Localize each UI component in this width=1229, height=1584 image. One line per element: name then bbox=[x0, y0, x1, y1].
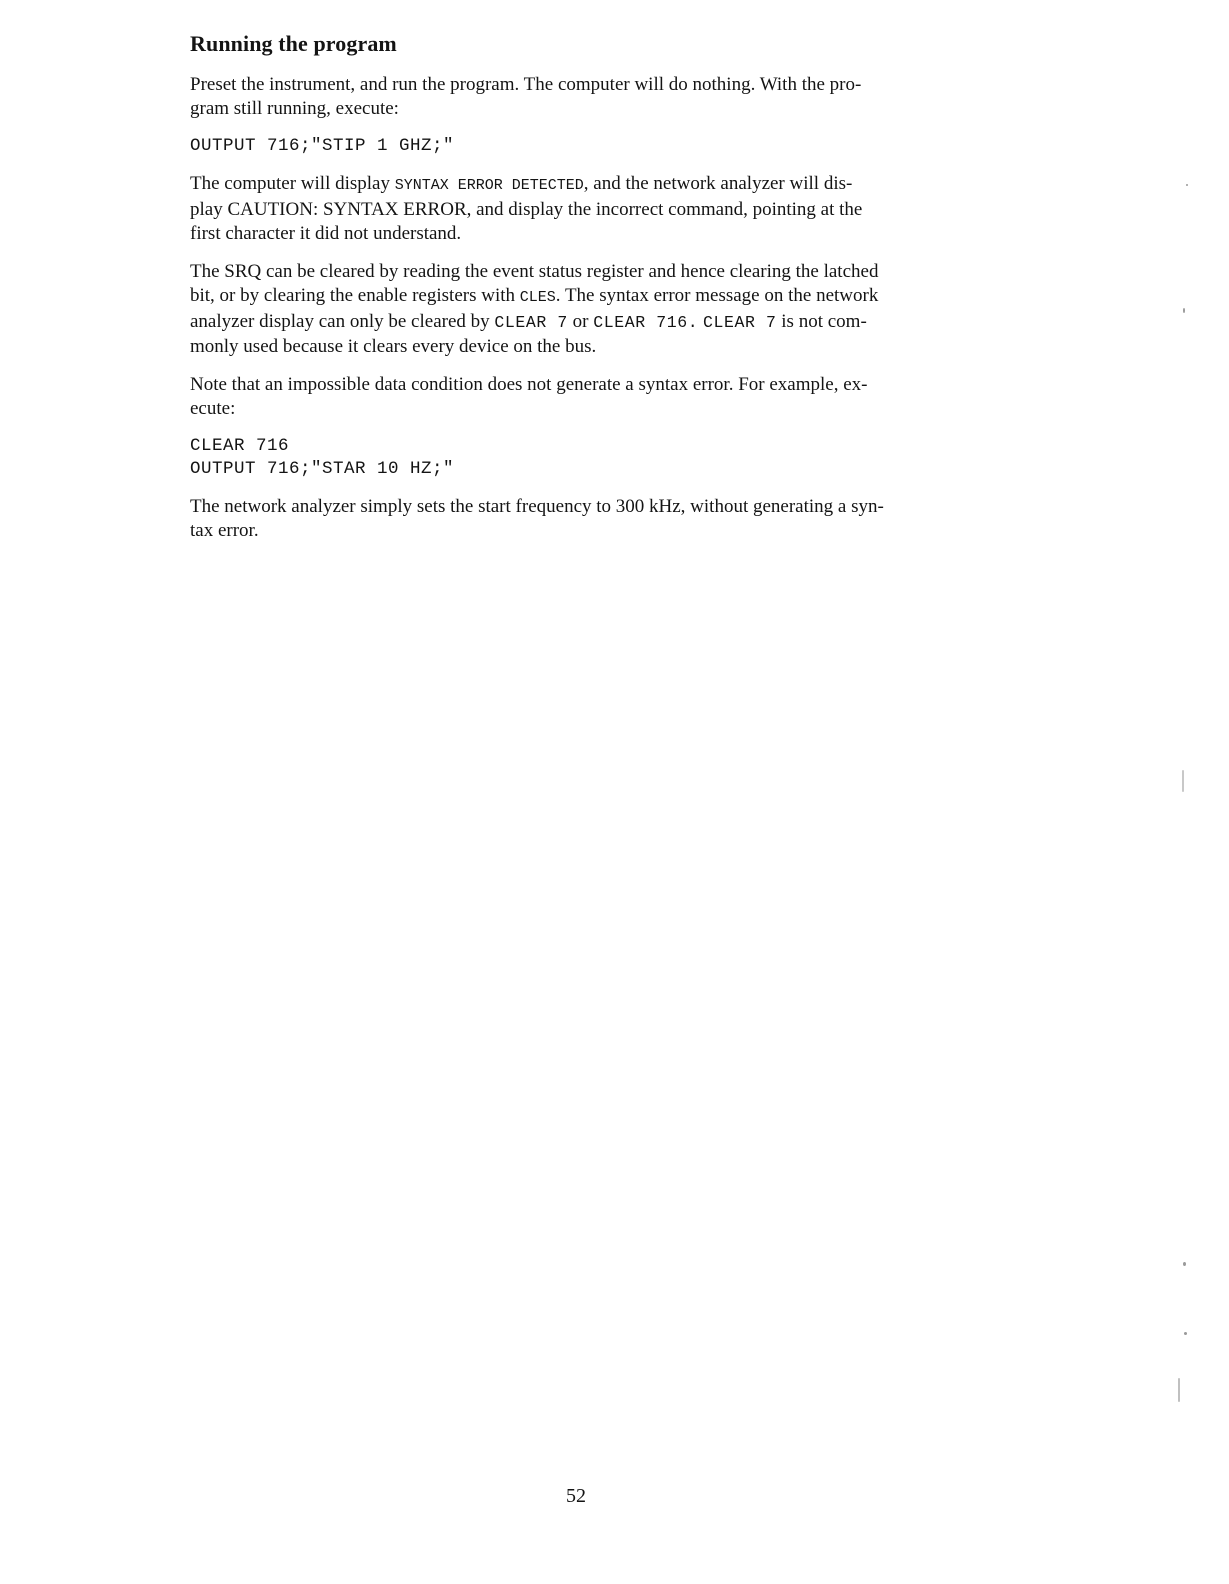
scan-speck bbox=[1184, 1332, 1187, 1335]
text-line: play CAUTION: SYNTAX ERROR, and display the incorrect command, pointing at the bbox=[190, 199, 863, 220]
inline-code-clear-7: CLEAR 7 bbox=[703, 313, 777, 332]
text-line: first character it did not understand. bbox=[190, 223, 462, 244]
code-line-clear: CLEAR 716 bbox=[190, 436, 290, 456]
paragraph-preset-line-2: gram still running, execute: bbox=[190, 98, 399, 119]
text-fragment: bit, or by clearing the enable registers with bbox=[190, 285, 520, 306]
page-number: 52 bbox=[566, 1485, 586, 1507]
text-line: The network analyzer simply sets the start frequency to 300 kHz, without generating a syn- bbox=[190, 496, 884, 517]
paragraph-start-frequency bbox=[190, 495, 1000, 543]
section-heading: Running the program bbox=[190, 31, 397, 56]
text-fragment: or bbox=[567, 311, 594, 332]
code-line-output-star: OUTPUT 716;"STAR 10 HZ;" bbox=[190, 459, 455, 479]
text-fragment: , and the network analyzer will dis- bbox=[583, 173, 853, 194]
text-fragment: . The syntax error message on the network bbox=[555, 285, 879, 306]
inline-code-cles: CLES bbox=[519, 289, 556, 306]
text-line: tax error. bbox=[190, 520, 259, 541]
paragraph-syntax-error bbox=[190, 172, 1000, 246]
scan-speck bbox=[1183, 308, 1185, 313]
text-fragment: analyzer display can only be cleared by bbox=[190, 311, 495, 332]
text-fragment: is not com- bbox=[776, 311, 867, 332]
scan-speck bbox=[1182, 770, 1184, 792]
text-line: ecute: bbox=[190, 398, 236, 419]
inline-code-clear-716: CLEAR 716. bbox=[593, 313, 699, 332]
text-line: Note that an impossible data condition does not generate a syntax error. For example, ex- bbox=[190, 374, 868, 395]
text-fragment: The computer will display bbox=[190, 173, 395, 194]
text-line: The SRQ can be cleared by reading the event status register and hence clearing the latched bbox=[190, 261, 879, 282]
code-output-stip: OUTPUT 716;"STIP 1 GHZ;" bbox=[190, 136, 455, 156]
paragraph-preset-line-1: Preset the instrument, and run the program. The computer will do nothing. With the pro- bbox=[190, 74, 862, 95]
paragraph-preset bbox=[190, 73, 1000, 121]
text-line: monly used because it clears every device on the bus. bbox=[190, 336, 597, 357]
inline-code-syntax-error-detected: SYNTAX ERROR DETECTED bbox=[394, 177, 584, 194]
scan-speck bbox=[1178, 1378, 1180, 1402]
code-clear-and-star bbox=[190, 435, 1000, 481]
page-content bbox=[190, 30, 1000, 557]
paragraph-srq bbox=[190, 260, 1000, 359]
paragraph-impossible-data bbox=[190, 373, 1000, 421]
scan-speck bbox=[1183, 1262, 1186, 1266]
inline-code-clear-7: CLEAR 7 bbox=[494, 313, 568, 332]
scan-speck bbox=[1186, 184, 1188, 186]
